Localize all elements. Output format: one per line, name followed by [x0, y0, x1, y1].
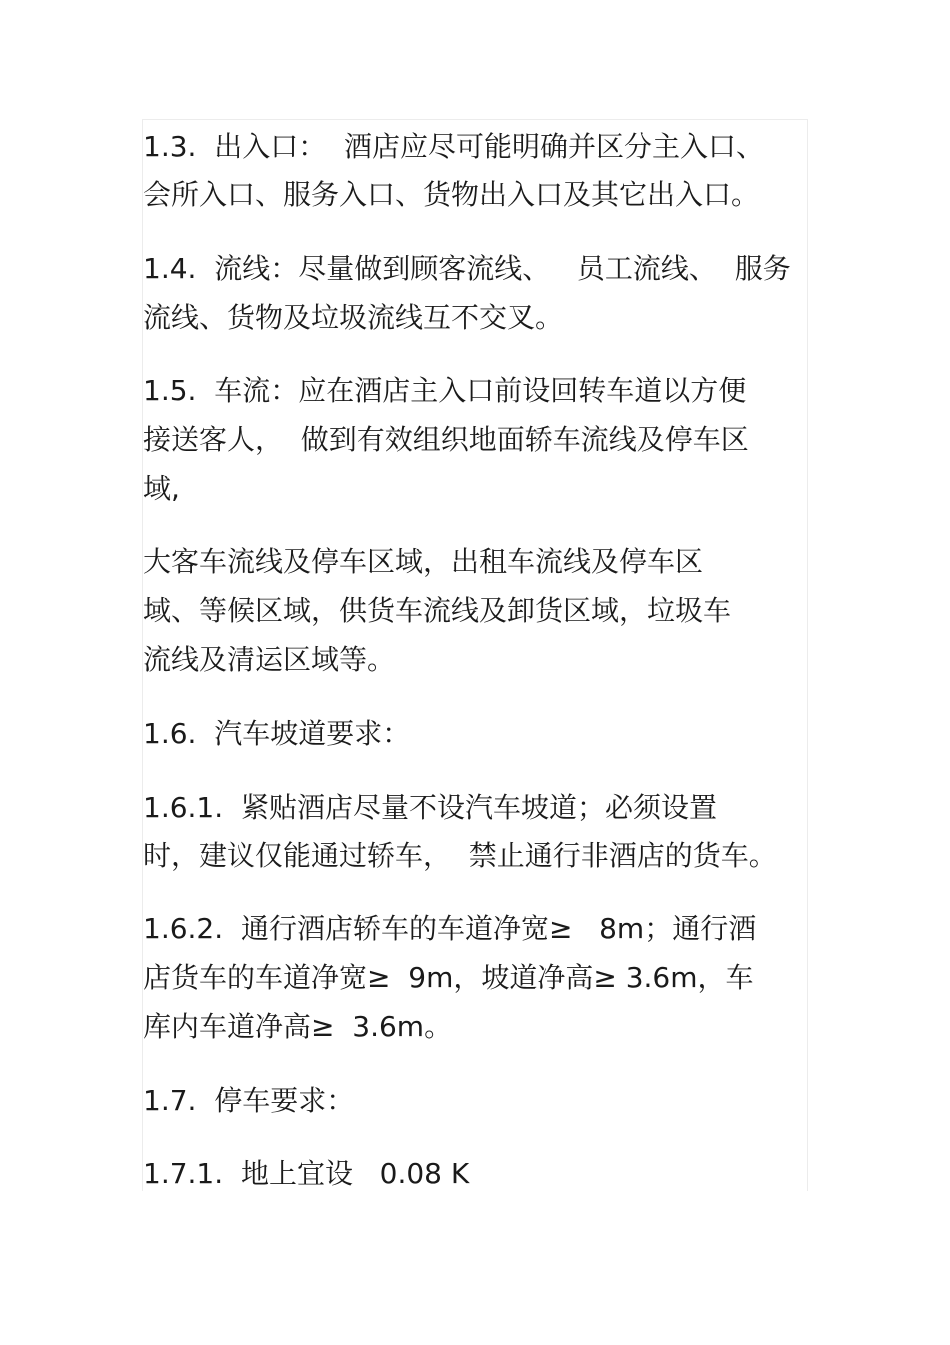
text-line: 1.7.1. 地上宜设 0.08 K [143, 1157, 470, 1190]
text-line: 流线、货物及垃圾流线互不交叉。 [143, 301, 564, 334]
text-line: 1.6.2. 通行酒店轿车的车道净宽≥ 8m；通行酒 [143, 912, 757, 945]
text-line: 店货车的车道净宽≥ 9m，坡道净高≥ 3.6m，车 [143, 961, 754, 994]
text-line: 域, [143, 472, 180, 505]
text-line: 1.4. 流线：尽量做到顾客流线、 员工流线、 服务 [143, 252, 791, 285]
text-line: 域、等候区域，供货车流线及卸货区域，垃圾车 [143, 594, 732, 627]
text-line: 大客车流线及停车区域，出租车流线及停车区 [143, 545, 704, 578]
text-line: 1.3. 出入口： 酒店应尽可能明确并区分主入口、 [143, 130, 765, 163]
text-line: 库内车道净高≥ 3.6m。 [143, 1010, 453, 1043]
section-heading: 1.7. 停车要求： [143, 1084, 355, 1117]
text-line: 1.5. 车流：应在酒店主入口前设回转车道以方便 [143, 374, 747, 407]
text-line: 流线及清运区域等。 [143, 643, 396, 676]
text-line: 会所入口、服务入口、货物出入口及其它出入口。 [143, 178, 760, 211]
section-heading: 1.6. 汽车坡道要求： [143, 717, 411, 750]
text-line: 接送客人， 做到有效组织地面轿车流线及停车区 [143, 423, 749, 456]
text-line: 1.6.1. 紧贴酒店尽量不设汽车坡道；必须设置 [143, 791, 717, 824]
text-line: 时，建议仅能通过轿车， 禁止通行非酒店的货车。 [143, 839, 777, 872]
